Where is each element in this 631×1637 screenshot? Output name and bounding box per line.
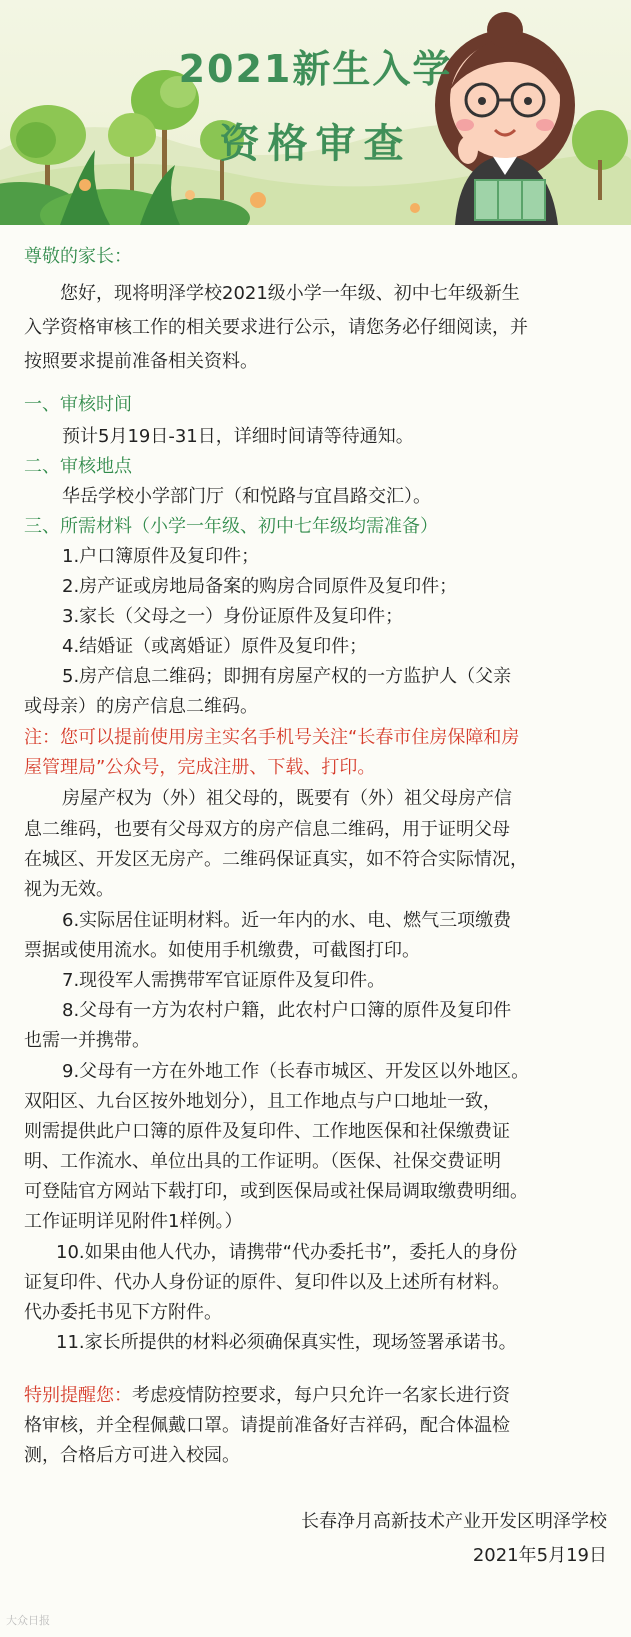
material-item: 工作证明详见附件1样例。） — [24, 1211, 243, 1232]
material-item: 1.户口簿原件及复印件； — [62, 546, 260, 567]
material-item: 则需提供此户口簿的原件及复印件、工作地医保和社保缴费证 — [24, 1121, 510, 1142]
material-item: 6.实际居住证明材料。近一年内的水、电、燃气三项缴费 — [62, 910, 512, 931]
material-item: 票据或使用流水。如使用手机缴费，可截图打印。 — [24, 940, 420, 961]
material-item: 3.家长（父母之一）身份证原件及复印件； — [62, 606, 404, 627]
material-item: 也需一并携带。 — [24, 1030, 150, 1051]
reminder-line: 测，合格后方可进入校园。 — [24, 1445, 240, 1466]
material-item: 代办委托书见下方附件。 — [24, 1302, 222, 1323]
material-item: 9.父母有一方在外地工作（长春市城区、开发区以外地区。 — [62, 1061, 530, 1082]
note-line: 注：您可以提前使用房主实名手机号关注“长春市住房保障和房 — [24, 727, 520, 748]
notice-body — [0, 225, 631, 1637]
material-item: 可登陆官方网站下载打印，或到医保局或社保局调取缴费明细。 — [24, 1181, 528, 1202]
material-item: 证复印件、代办人身份证的原件、复印件以及上述所有材料。 — [24, 1272, 510, 1293]
material-item: 10.如果由他人代办，请携带“代办委托书”，委托人的身份 — [56, 1242, 518, 1263]
note-line: 屋管理局”公众号，完成注册、下载、打印。 — [24, 757, 376, 778]
signature-date: 2021年5月19日 — [472, 1545, 607, 1566]
section-heading-time: 一、审核时间 — [24, 394, 132, 415]
material-item: 5.房产信息二维码；即拥有房屋产权的一方监护人（父亲 — [62, 666, 512, 687]
material-item: 8.父母有一方为农村户籍，此农村户口簿的原件及复印件 — [62, 1000, 512, 1021]
watermark: 大众日报 — [6, 1614, 50, 1627]
intro-line: 您好，现将明泽学校2021级小学一年级、初中七年级新生 — [60, 283, 520, 304]
title-line-1: 2021新生入学 — [178, 47, 453, 91]
material-item: 7.现役军人需携带军官证原件及复印件。 — [62, 970, 386, 991]
intro-line: 按照要求提前准备相关资料。 — [24, 351, 258, 372]
reminder-text: 考虑疫情防控要求，每户只允许一名家长进行资 — [132, 1385, 510, 1406]
note-follow-line: 息二维码，也要有父母双方的房产信息二维码，用于证明父母 — [24, 819, 510, 840]
material-item: 或母亲）的房产信息二维码。 — [24, 696, 258, 717]
section-heading-materials: 三、所需材料（小学一年级、初中七年级均需准备） — [24, 516, 438, 537]
note-follow-line: 房屋产权为（外）祖父母的，既要有（外）祖父母房产信 — [62, 788, 512, 809]
signature-school: 长春净月高新技术产业开发区明泽学校 — [301, 1511, 607, 1532]
reminder-label: 特别提醒您： — [24, 1385, 132, 1406]
reminder-line — [24, 1382, 510, 1410]
material-item: 明、工作流水、单位出具的工作证明。（医保、社保交费证明 — [24, 1151, 501, 1172]
section-text-time: 预计5月19日-31日，详细时间请等待通知。 — [62, 426, 414, 447]
header-banner — [0, 0, 631, 225]
greeting: 尊敬的家长： — [24, 246, 132, 267]
material-item: 2.房产证或房地局备案的购房合同原件及复印件； — [62, 576, 458, 597]
intro-line: 入学资格审核工作的相关要求进行公示，请您务必仔细阅读，并 — [24, 317, 528, 338]
section-text-place: 华岳学校小学部门厅（和悦路与宜昌路交汇）。 — [62, 486, 431, 507]
section-heading-place: 二、审核地点 — [24, 456, 132, 477]
material-item: 4.结婚证（或离婚证）原件及复印件； — [62, 636, 368, 657]
note-follow-line: 视为无效。 — [24, 879, 114, 900]
reminder-line: 格审核，并全程佩戴口罩。请提前准备好吉祥码，配合体温检 — [24, 1415, 510, 1436]
title-line-2: 资格审查 — [219, 121, 412, 167]
material-item: 双阳区、九台区按外地划分），且工作地点与户口地址一致， — [24, 1091, 501, 1112]
note-follow-line: 在城区、开发区无房产。二维码保证真实，如不符合实际情况， — [24, 849, 528, 870]
material-item: 11.家长所提供的材料必须确保真实性，现场签署承诺书。 — [56, 1332, 517, 1353]
